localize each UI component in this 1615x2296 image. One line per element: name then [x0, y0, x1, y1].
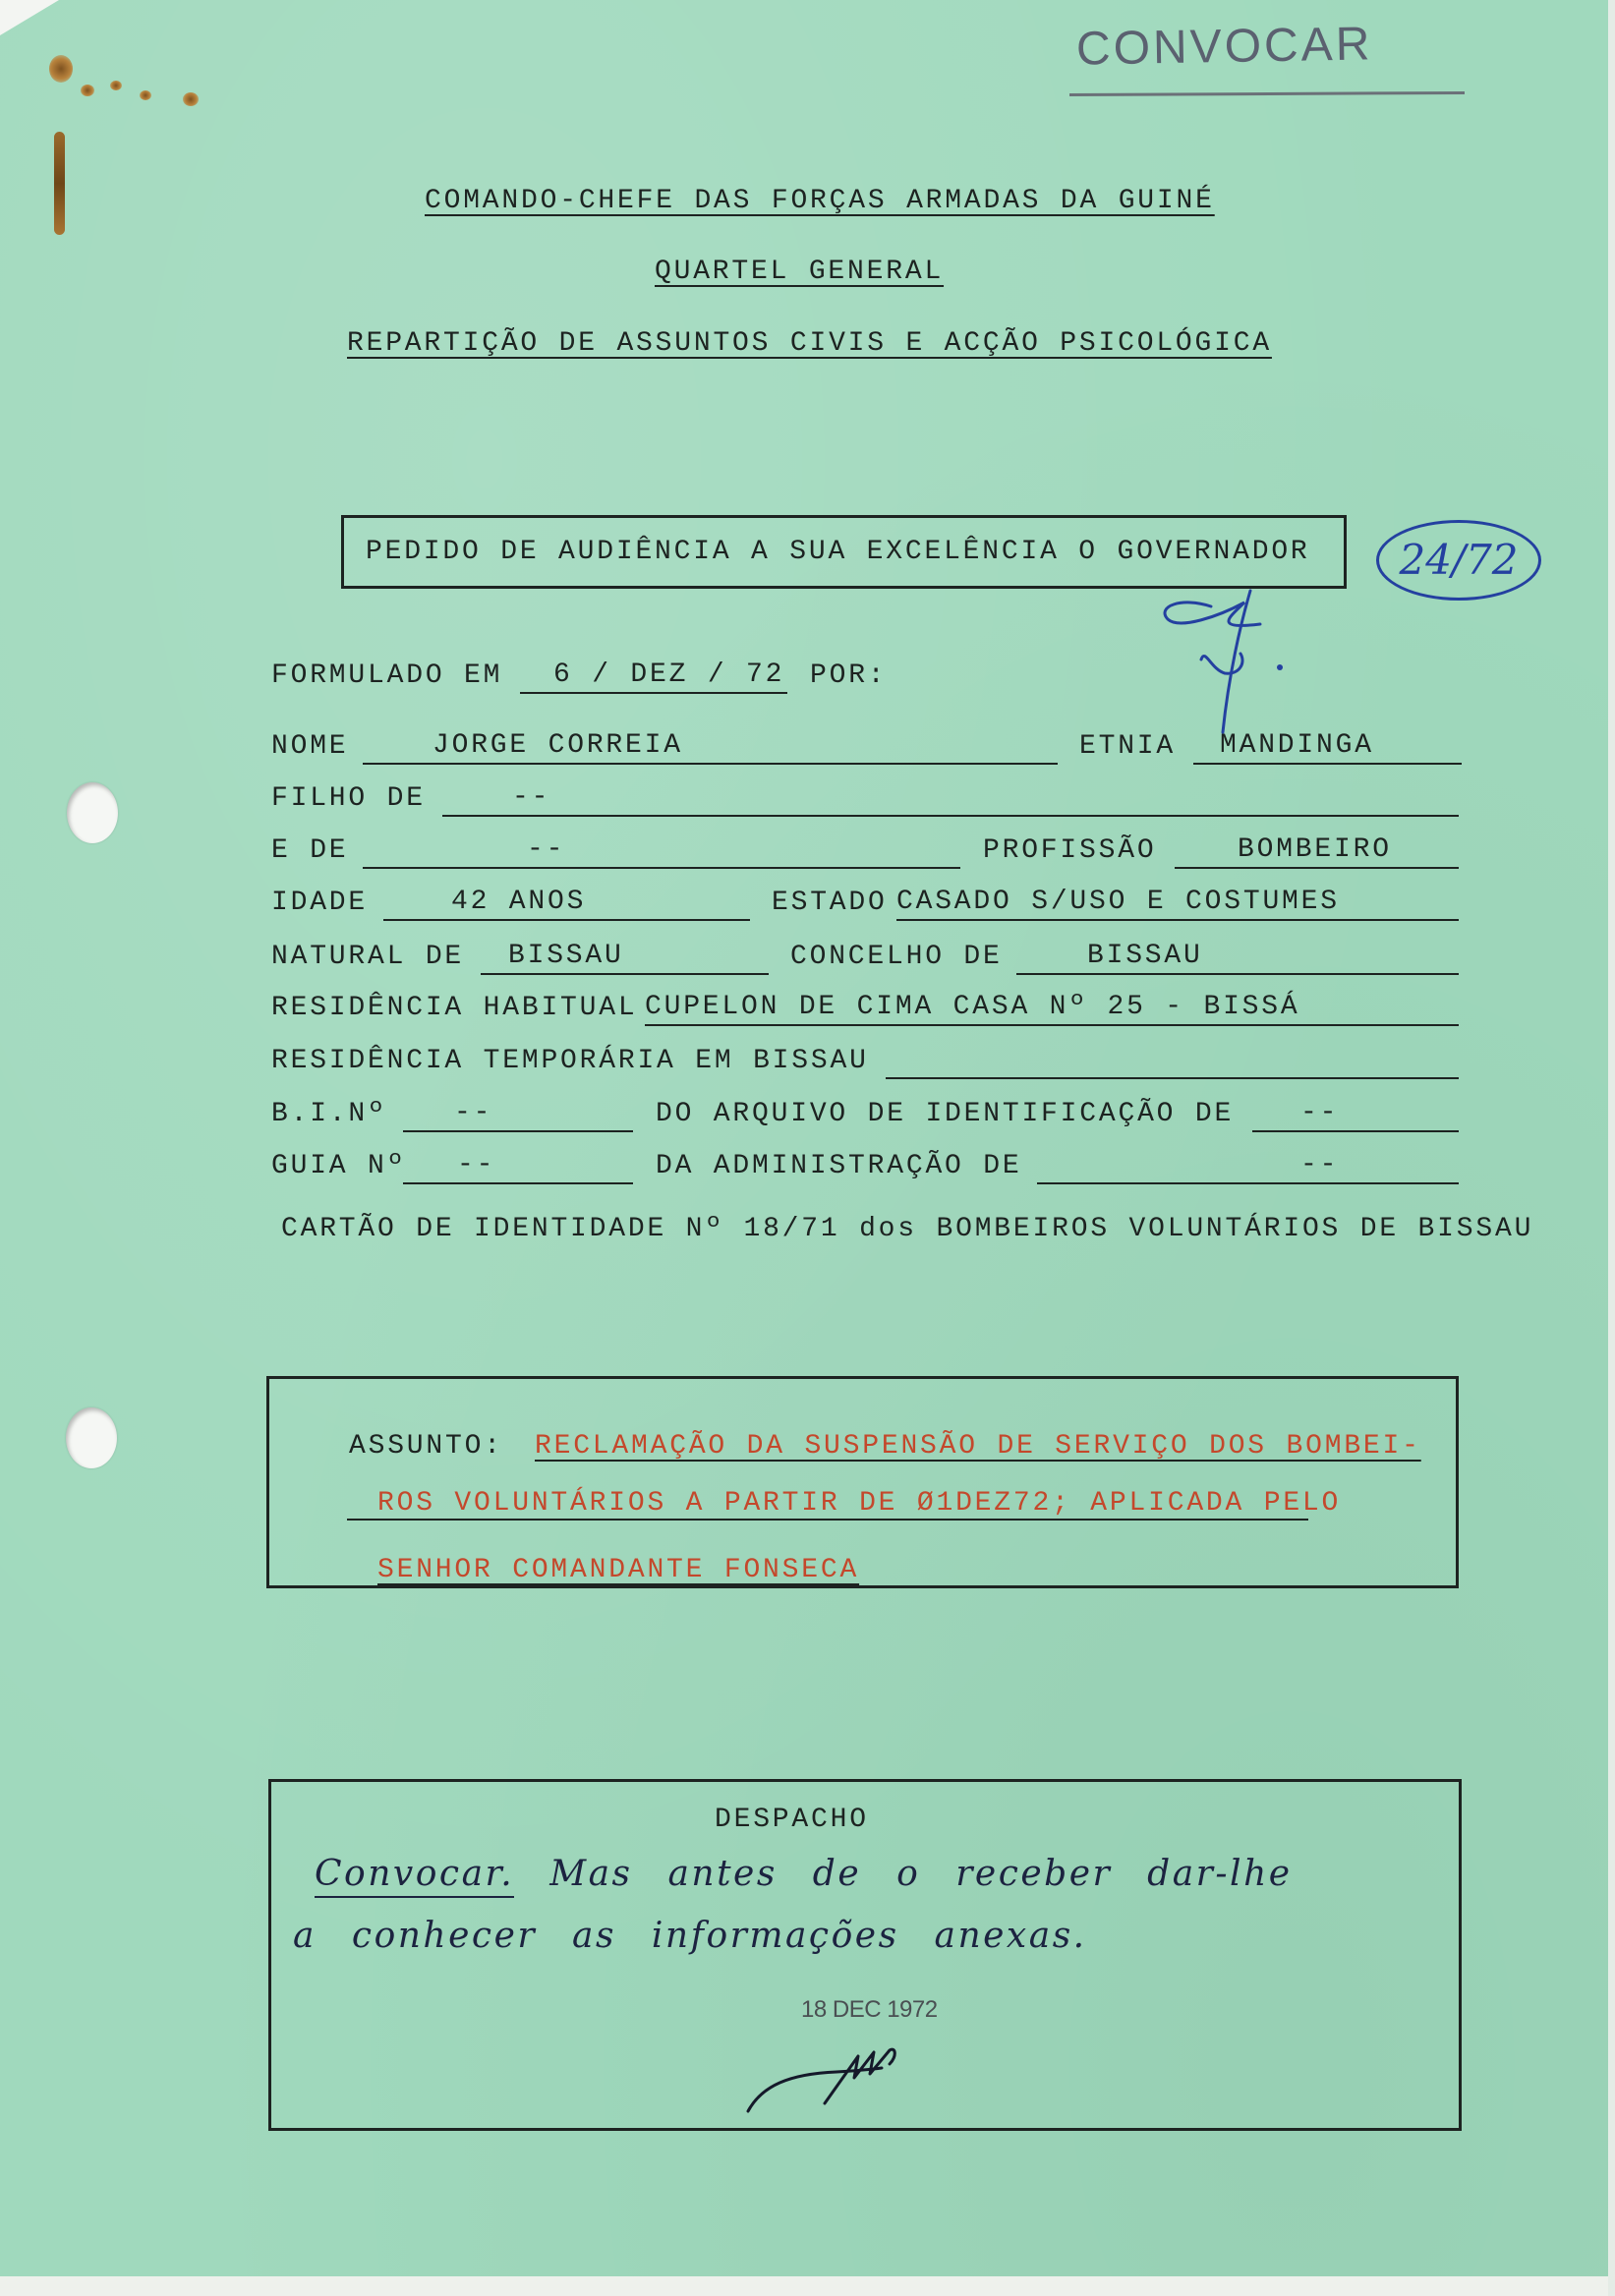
- bi-value: --: [403, 1097, 633, 1132]
- assunto-line: ROS VOLUNTÁRIOS A PARTIR DE Ø1DEZ72; APLICADA PELO: [377, 1488, 1342, 1519]
- right-edge: [1608, 0, 1615, 2296]
- header-quartel: QUARTEL GENERAL: [655, 257, 945, 287]
- concelho-de-label: CONCELHO DE: [790, 942, 1003, 972]
- assunto-label: ASSUNTO:: [349, 1431, 503, 1462]
- form-title: PEDIDO DE AUDIÊNCIA A SUA EXCELÊNCIA O GOVERNADOR: [366, 537, 1310, 567]
- residencia-temporaria-line: [886, 1044, 1459, 1079]
- idade-label: IDADE: [271, 888, 369, 918]
- initials-stroke: [1201, 654, 1242, 673]
- rust-stain: [110, 81, 122, 90]
- despacho-text: Mas antes de o receber dar-lhe: [549, 1854, 1293, 1894]
- por-label: POR:: [810, 660, 888, 691]
- signature: [742, 2035, 909, 2118]
- punch-hole: [67, 782, 118, 843]
- reference-number: 24/72: [1399, 536, 1519, 584]
- signature-stroke: [748, 2068, 882, 2111]
- despacho-title: DESPACHO: [715, 1805, 869, 1835]
- administracao-value: --: [1037, 1149, 1459, 1184]
- rust-stain: [49, 55, 73, 83]
- rust-stain: [54, 132, 65, 235]
- signature-stroke: [825, 2049, 894, 2103]
- residencia-temporaria-label: RESIDÊNCIA TEMPORÁRIA EM BISSAU: [271, 1046, 869, 1076]
- bottom-edge: [0, 2276, 1615, 2296]
- etnia-value: MANDINGA: [1193, 729, 1462, 765]
- assunto-underline: [347, 1519, 1308, 1521]
- formulado-em-value: 6 / DEZ / 72: [520, 659, 787, 694]
- bi-label: B.I.Nº: [271, 1099, 387, 1129]
- corner-fold: [0, 0, 59, 35]
- nome-value: JORGE CORREIA: [363, 729, 1058, 765]
- despacho-handwriting-line: [315, 1851, 1293, 1898]
- estado-value: CASADO S/USO E COSTUMES: [896, 886, 1459, 921]
- nome-label: NOME: [271, 731, 349, 762]
- date-stamp: 18 DEC 1972: [801, 1996, 938, 2023]
- e-de-value: --: [363, 833, 960, 869]
- header-reparticao: REPARTIÇÃO DE ASSUNTOS CIVIS E ACÇÃO PSICOLÓGICA: [347, 328, 1272, 359]
- administracao-label: DA ADMINISTRAÇÃO DE: [656, 1151, 1022, 1181]
- concelho-de-value: BISSAU: [1016, 940, 1459, 975]
- convocar-underline: [1069, 91, 1465, 96]
- convocar-note: CONVOCAR: [1075, 18, 1373, 76]
- natural-de-value: BISSAU: [481, 940, 769, 975]
- punch-hole: [66, 1407, 117, 1468]
- guia-label: GUIA Nº: [271, 1151, 407, 1181]
- despacho-handwriting-line: a conhecer as informações anexas.: [293, 1916, 1087, 1956]
- guia-value: --: [403, 1149, 633, 1184]
- header-command: COMANDO-CHEFE DAS FORÇAS ARMADAS DA GUINÉ: [425, 186, 1215, 216]
- arquivo-value: --: [1252, 1097, 1459, 1132]
- residencia-habitual-value: CUPELON DE CIMA CASA Nº 25 - BISSÁ: [645, 991, 1459, 1026]
- initials-dot: [1277, 664, 1283, 670]
- arquivo-label: DO ARQUIVO DE IDENTIFICAÇÃO DE: [656, 1099, 1235, 1129]
- idade-value: 42 ANOS: [383, 886, 750, 921]
- rust-stain: [140, 90, 151, 100]
- filho-de-label: FILHO DE: [271, 783, 426, 814]
- filho-de-value: --: [442, 781, 1459, 817]
- formulado-em-label: FORMULADO EM: [271, 660, 503, 691]
- estado-label: ESTADO: [772, 888, 888, 918]
- residencia-habitual-label: RESIDÊNCIA HABITUAL: [271, 993, 638, 1023]
- reference-oval: [1376, 520, 1541, 601]
- e-de-label: E DE: [271, 835, 349, 866]
- despacho-convocar: Convocar.: [315, 1854, 514, 1898]
- cartao-identidade: CARTÃO DE IDENTIDADE Nº 18/71 dos BOMBEIROS VOLUNTÁRIOS DE BISSAU: [281, 1214, 1534, 1244]
- initials-mark: [1150, 585, 1298, 737]
- etnia-label: ETNIA: [1079, 731, 1177, 762]
- profissao-label: PROFISSÃO: [983, 835, 1157, 866]
- rust-stain: [81, 85, 94, 96]
- profissao-value: BOMBEIRO: [1175, 833, 1459, 869]
- assunto-line: SENHOR COMANDANTE FONSECA: [377, 1555, 860, 1585]
- assunto-line: RECLAMAÇÃO DA SUSPENSÃO DE SERVIÇO DOS BOMBEI-: [535, 1431, 1421, 1462]
- natural-de-label: NATURAL DE: [271, 942, 465, 972]
- title-box: [341, 515, 1347, 589]
- rust-stain: [183, 92, 199, 106]
